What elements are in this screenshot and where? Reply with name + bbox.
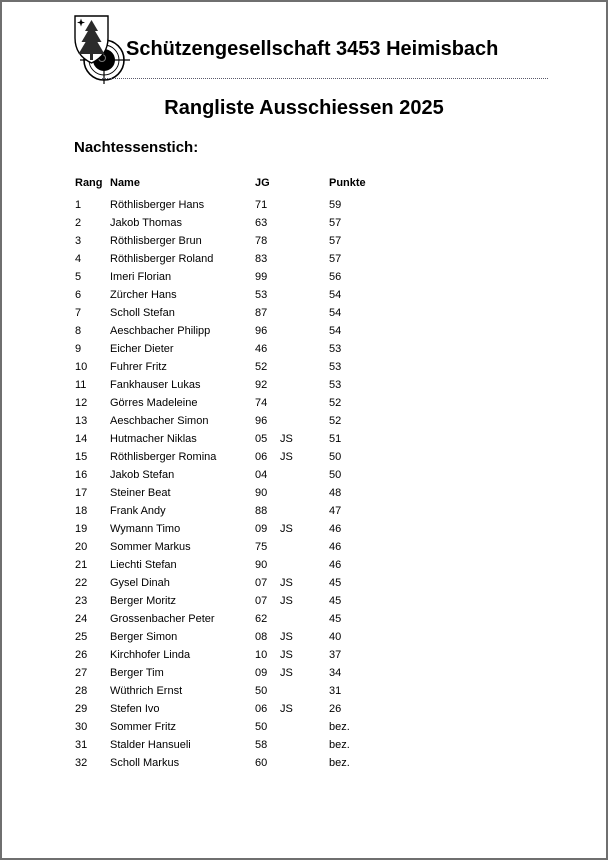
- cell-jg: 83: [255, 253, 268, 265]
- cell-jg: 87: [255, 307, 268, 319]
- table-row: [75, 214, 570, 232]
- cell-jg: 92: [255, 379, 268, 391]
- cell-jg: 08: [255, 631, 268, 643]
- table-row: [75, 718, 570, 736]
- col-header-js: [280, 174, 329, 192]
- cell-name: Aeschbacher Philipp: [110, 325, 211, 337]
- cell-js: [280, 484, 329, 502]
- cell-punkte: 52: [329, 397, 342, 409]
- cell-jg: 75: [255, 541, 268, 553]
- cell-js: [280, 358, 329, 376]
- cell-name: Jakob Stefan: [110, 469, 175, 481]
- cell-rang: 13: [75, 415, 88, 427]
- cell-js: [280, 466, 329, 484]
- table-row: [75, 754, 570, 772]
- table-row: [75, 610, 570, 628]
- cell-rang: 4: [75, 253, 82, 265]
- table-row: [75, 682, 570, 700]
- cell-rang: 2: [75, 217, 82, 229]
- document-title: Rangliste Ausschiessen 2025: [164, 97, 444, 119]
- cell-rang: 8: [75, 325, 82, 337]
- cell-punkte: 37: [329, 649, 342, 661]
- table-row: [75, 268, 570, 286]
- cell-js: [280, 196, 329, 214]
- table-row: [75, 412, 570, 430]
- cell-name: Aeschbacher Simon: [110, 415, 209, 427]
- cell-jg: 99: [255, 271, 268, 283]
- table-row: [75, 394, 570, 412]
- col-header-rang: Rang: [75, 177, 103, 189]
- cell-name: Hutmacher Niklas: [110, 433, 197, 445]
- header-divider: [102, 78, 548, 79]
- cell-js: [280, 718, 329, 736]
- table-row: [75, 700, 570, 718]
- cell-jg: 60: [255, 757, 268, 769]
- cell-name: Berger Tim: [110, 667, 164, 679]
- cell-jg: 50: [255, 685, 268, 697]
- cell-rang: 12: [75, 397, 88, 409]
- cell-rang: 27: [75, 667, 88, 679]
- cell-punkte: bez.: [329, 757, 350, 769]
- cell-js: JS: [280, 451, 293, 463]
- cell-js: JS: [280, 631, 293, 643]
- cell-name: Berger Simon: [110, 631, 178, 643]
- cell-js: JS: [280, 667, 293, 679]
- cell-punkte: 46: [329, 523, 342, 535]
- cell-js: JS: [280, 577, 293, 589]
- cell-jg: 04: [255, 469, 268, 481]
- cell-js: [280, 376, 329, 394]
- cell-jg: 05: [255, 433, 268, 445]
- cell-jg: 09: [255, 667, 268, 679]
- table-rows: [75, 196, 570, 772]
- cell-name: Röthlisberger Brun: [110, 235, 202, 247]
- cell-name: Grossenbacher Peter: [110, 613, 215, 625]
- cell-name: Wüthrich Ernst: [110, 685, 183, 697]
- cell-jg: 90: [255, 487, 268, 499]
- cell-punkte: 57: [329, 235, 342, 247]
- cell-jg: 63: [255, 217, 268, 229]
- cell-jg: 46: [255, 343, 268, 355]
- cell-jg: 10: [255, 649, 268, 661]
- cell-rang: 19: [75, 523, 88, 535]
- col-header-jg: JG: [255, 177, 270, 189]
- cell-jg: 74: [255, 397, 268, 409]
- cell-jg: 96: [255, 415, 268, 427]
- table-row: [75, 376, 570, 394]
- cell-rang: 18: [75, 505, 88, 517]
- table-row: [75, 520, 570, 538]
- cell-rang: 11: [75, 379, 87, 391]
- section-heading: Nachtessenstich:: [74, 139, 199, 156]
- cell-jg: 71: [255, 199, 268, 211]
- cell-jg: 53: [255, 289, 268, 301]
- cell-name: Stalder Hansueli: [110, 739, 191, 751]
- cell-jg: 78: [255, 235, 268, 247]
- cell-punkte: 53: [329, 379, 342, 391]
- cell-rang: 5: [75, 271, 82, 283]
- cell-name: Zürcher Hans: [110, 289, 177, 301]
- table-row: [75, 448, 570, 466]
- cell-js: [280, 304, 329, 322]
- table-row: [75, 250, 570, 268]
- cell-punkte: 31: [329, 685, 342, 697]
- cell-js: JS: [280, 595, 293, 607]
- cell-jg: 09: [255, 523, 268, 535]
- cell-name: Röthlisberger Hans: [110, 199, 205, 211]
- cell-name: Scholl Stefan: [110, 307, 175, 319]
- cell-punkte: 48: [329, 487, 342, 499]
- cell-name: Imeri Florian: [110, 271, 172, 283]
- cell-js: [280, 286, 329, 304]
- table-row: [75, 232, 570, 250]
- cell-punkte: 47: [329, 505, 342, 517]
- cell-js: JS: [280, 523, 293, 535]
- cell-punkte: bez.: [329, 721, 350, 733]
- cell-rang: 26: [75, 649, 88, 661]
- club-crest-logo: [70, 14, 132, 84]
- cell-name: Röthlisberger Romina: [110, 451, 217, 463]
- cell-jg: 52: [255, 361, 268, 373]
- cell-js: [280, 232, 329, 250]
- cell-punkte: 53: [329, 343, 342, 355]
- cell-rang: 15: [75, 451, 88, 463]
- cell-punkte: 52: [329, 415, 342, 427]
- cell-js: JS: [280, 649, 293, 661]
- table-header-row: [75, 174, 570, 192]
- cell-js: JS: [280, 703, 293, 715]
- cell-punkte: bez.: [329, 739, 350, 751]
- cell-punkte: 51: [329, 433, 342, 445]
- cell-rang: 32: [75, 757, 88, 769]
- cell-rang: 6: [75, 289, 82, 301]
- cell-name: Scholl Markus: [110, 757, 180, 769]
- cell-rang: 28: [75, 685, 88, 697]
- col-header-name: Name: [110, 177, 140, 189]
- cell-punkte: 46: [329, 541, 342, 553]
- cell-rang: 25: [75, 631, 88, 643]
- cell-punkte: 57: [329, 253, 342, 265]
- cell-jg: 07: [255, 577, 268, 589]
- cell-rang: 9: [75, 343, 82, 355]
- cell-punkte: 56: [329, 271, 342, 283]
- cell-name: Sommer Markus: [110, 541, 191, 553]
- cell-js: JS: [280, 433, 293, 445]
- cell-rang: 16: [75, 469, 88, 481]
- cell-rang: 7: [75, 307, 82, 319]
- cell-rang: 3: [75, 235, 82, 247]
- cell-punkte: 50: [329, 451, 342, 463]
- table-row: [75, 484, 570, 502]
- ranking-table: [75, 174, 570, 772]
- table-row: [75, 322, 570, 340]
- cell-js: [280, 682, 329, 700]
- cell-punkte: 57: [329, 217, 342, 229]
- cell-js: [280, 556, 329, 574]
- cell-js: [280, 394, 329, 412]
- cell-name: Sommer Fritz: [110, 721, 176, 733]
- cell-rang: 10: [75, 361, 88, 373]
- cell-rang: 21: [75, 559, 88, 571]
- table-row: [75, 286, 570, 304]
- cell-rang: 30: [75, 721, 88, 733]
- cell-js: [280, 412, 329, 430]
- cell-rang: 1: [75, 199, 82, 211]
- table-row: [75, 466, 570, 484]
- table-row: [75, 574, 570, 592]
- cell-js: [280, 610, 329, 628]
- cell-punkte: 59: [329, 199, 342, 211]
- cell-rang: 24: [75, 613, 88, 625]
- cell-jg: 90: [255, 559, 268, 571]
- cell-js: [280, 538, 329, 556]
- cell-name: Liechti Stefan: [110, 559, 177, 571]
- cell-name: Görres Madeleine: [110, 397, 198, 409]
- col-header-punkte: Punkte: [329, 177, 366, 189]
- cell-name: Fuhrer Fritz: [110, 361, 167, 373]
- cell-punkte: 53: [329, 361, 342, 373]
- cell-js: [280, 754, 329, 772]
- table-row: [75, 736, 570, 754]
- cell-punkte: 34: [329, 667, 342, 679]
- table-row: [75, 340, 570, 358]
- table-row: [75, 628, 570, 646]
- cell-name: Eicher Dieter: [110, 343, 174, 355]
- cell-js: [280, 268, 329, 286]
- table-row: [75, 430, 570, 448]
- cell-name: Röthlisberger Roland: [110, 253, 214, 265]
- cell-js: [280, 322, 329, 340]
- cell-name: Kirchhofer Linda: [110, 649, 191, 661]
- table-row: [75, 358, 570, 376]
- cell-punkte: 45: [329, 577, 342, 589]
- cell-punkte: 45: [329, 595, 342, 607]
- cell-name: Gysel Dinah: [110, 577, 170, 589]
- cell-jg: 96: [255, 325, 268, 337]
- cell-punkte: 26: [329, 703, 342, 715]
- table-row: [75, 196, 570, 214]
- cell-jg: 06: [255, 703, 268, 715]
- cell-jg: 50: [255, 721, 268, 733]
- cell-punkte: 54: [329, 307, 342, 319]
- cell-name: Fankhauser Lukas: [110, 379, 201, 391]
- table-row: [75, 646, 570, 664]
- cell-name: Steiner Beat: [110, 487, 171, 499]
- table-row: [75, 664, 570, 682]
- cell-punkte: 46: [329, 559, 342, 571]
- cell-rang: 22: [75, 577, 88, 589]
- table-row: [75, 304, 570, 322]
- cell-name: Frank Andy: [110, 505, 166, 517]
- cell-rang: 17: [75, 487, 88, 499]
- cell-punkte: 54: [329, 289, 342, 301]
- cell-name: Wymann Timo: [110, 523, 181, 535]
- cell-jg: 88: [255, 505, 268, 517]
- cell-jg: 62: [255, 613, 268, 625]
- cell-js: [280, 214, 329, 232]
- cell-rang: 31: [75, 739, 88, 751]
- cell-rang: 29: [75, 703, 88, 715]
- cell-js: [280, 736, 329, 754]
- cell-punkte: 50: [329, 469, 342, 481]
- table-row: [75, 556, 570, 574]
- cell-name: Stefen Ivo: [110, 703, 160, 715]
- cell-jg: 07: [255, 595, 268, 607]
- table-row: [75, 592, 570, 610]
- cell-punkte: 54: [329, 325, 342, 337]
- cell-punkte: 45: [329, 613, 342, 625]
- cell-rang: 14: [75, 433, 88, 445]
- cell-js: [280, 250, 329, 268]
- club-name: Schützengesellschaft 3453 Heimisbach: [126, 38, 499, 60]
- cell-jg: 06: [255, 451, 268, 463]
- cell-rang: 23: [75, 595, 88, 607]
- cell-name: Berger Moritz: [110, 595, 177, 607]
- table-row: [75, 538, 570, 556]
- cell-jg: 58: [255, 739, 268, 751]
- table-row: [75, 502, 570, 520]
- cell-punkte: 40: [329, 631, 342, 643]
- cell-js: [280, 502, 329, 520]
- cell-js: [280, 340, 329, 358]
- cell-rang: 20: [75, 541, 88, 553]
- cell-name: Jakob Thomas: [110, 217, 182, 229]
